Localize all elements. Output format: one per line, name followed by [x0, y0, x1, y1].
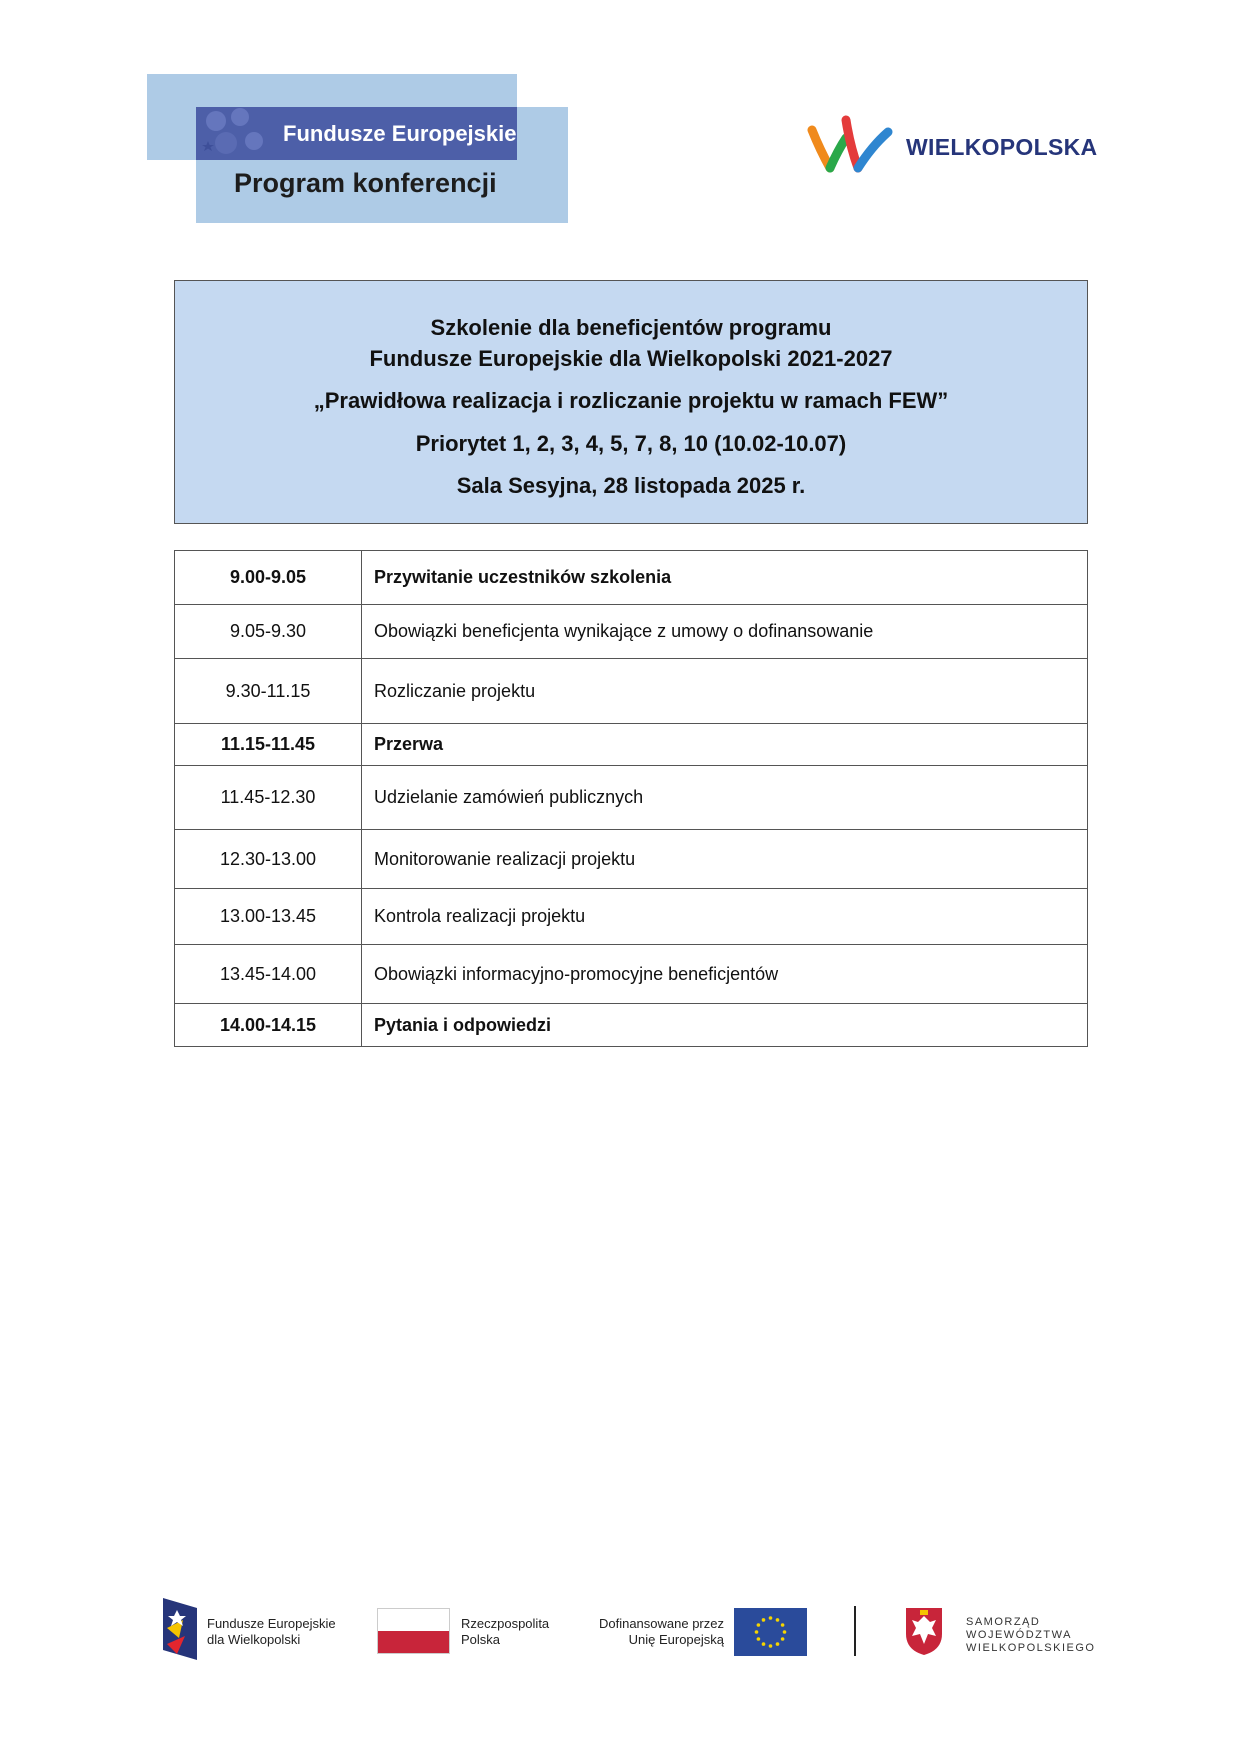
footer-eu-line2: Unię Europejską [628, 1632, 724, 1647]
event-venue-date: Sala Sesyjna, 28 listopada 2025 r. [456, 473, 806, 498]
agenda-topic: Przywitanie uczestników szkolenia [362, 551, 1088, 605]
footer-sw-text [966, 1616, 1095, 1655]
agenda-row [175, 945, 1088, 1004]
agenda-topic: Pytania i odpowiedzi [362, 1004, 1088, 1047]
agenda-topic: Obowiązki informacyjno-promocyjne beneficjentów [362, 945, 1088, 1004]
fe-label: Fundusze Europejskie [283, 121, 517, 146]
agenda-row [175, 1004, 1088, 1047]
event-title-box [174, 280, 1088, 524]
footer-sw-line2: WOJEWÓDZTWA [966, 1629, 1072, 1641]
agenda-topic: Udzielanie zamówień publicznych [362, 766, 1088, 830]
footer-fe-line1: Fundusze Europejskie [207, 1616, 336, 1631]
agenda-row [175, 889, 1088, 945]
page-title: Program konferencji [234, 168, 497, 198]
agenda-topic: Obowiązki beneficjenta wynikające z umowy o dofinansowanie [362, 605, 1088, 659]
wielkopolska-crest-icon [904, 1606, 944, 1656]
agenda-time: 13.00-13.45 [175, 889, 362, 945]
event-title-line2: Fundusze Europejskie dla Wielkopolski 2021-2027 [369, 346, 893, 371]
footer-fe-text [207, 1616, 336, 1648]
footer-sw-line3: WIELKOPOLSKIEGO [966, 1642, 1096, 1654]
footer-logos [0, 1590, 1241, 1670]
fe-stars-icon [196, 107, 274, 160]
agenda-time: 14.00-14.15 [175, 1004, 362, 1047]
agenda-row [175, 551, 1088, 605]
footer-rp-line1: Rzeczpospolita [461, 1616, 550, 1631]
wielkopolska-logo-icon [806, 110, 896, 180]
agenda-table [174, 550, 1088, 1047]
agenda-row [175, 724, 1088, 766]
polish-flag-icon [377, 1608, 450, 1654]
agenda-time: 9.05-9.30 [175, 605, 362, 659]
agenda-row [175, 605, 1088, 659]
footer-eu-text [560, 1616, 724, 1648]
footer-rp-text [461, 1616, 549, 1648]
agenda-row [175, 659, 1088, 724]
fe-logo-icon [163, 1598, 197, 1660]
event-title-line1: Szkolenie dla beneficjentów programu [430, 315, 832, 340]
footer-sw-line1: SAMORZĄD [966, 1616, 1041, 1628]
eu-flag-icon [734, 1608, 807, 1656]
event-title-line3: „Prawidłowa realizacja i rozliczanie projektu w ramach FEW” [313, 388, 949, 413]
event-priority: Priorytet 1, 2, 3, 4, 5, 7, 8, 10 (10.02-10.07) [415, 431, 847, 456]
agenda-topic: Monitorowanie realizacji projektu [362, 830, 1088, 889]
footer-eu-line1: Dofinansowane przez [598, 1616, 724, 1631]
agenda-topic: Kontrola realizacji projektu [362, 889, 1088, 945]
agenda-row [175, 830, 1088, 889]
agenda-topic: Rozliczanie projektu [362, 659, 1088, 724]
agenda-time: 9.00-9.05 [175, 551, 362, 605]
agenda-time: 11.15-11.45 [175, 724, 362, 766]
agenda-time: 9.30-11.15 [175, 659, 362, 724]
agenda-topic: Przerwa [362, 724, 1088, 766]
agenda-time: 12.30-13.00 [175, 830, 362, 889]
agenda-time: 11.45-12.30 [175, 766, 362, 830]
agenda-time: 13.45-14.00 [175, 945, 362, 1004]
footer-fe-line2: dla Wielkopolski [207, 1632, 301, 1647]
footer-divider [854, 1606, 856, 1656]
region-label: WIELKOPOLSKA [906, 134, 1098, 160]
footer-rp-line2: Polska [461, 1632, 501, 1647]
agenda-row [175, 766, 1088, 830]
